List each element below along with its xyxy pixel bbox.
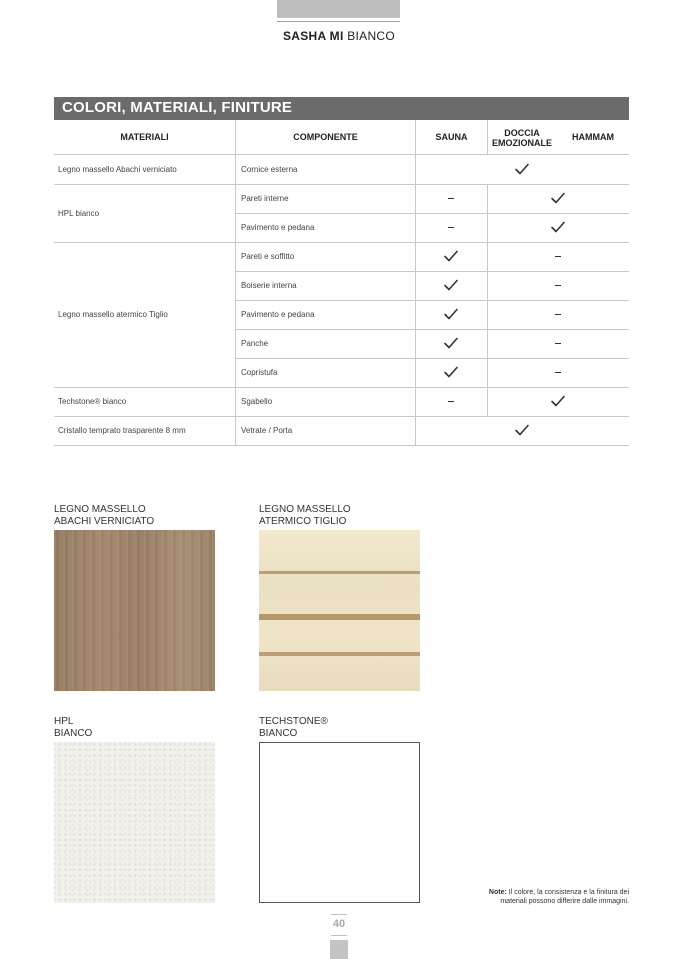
check-icon xyxy=(443,250,459,262)
table-rule xyxy=(235,329,629,330)
page-rule xyxy=(331,914,347,915)
swatch-techstone-image xyxy=(259,742,420,903)
swatch-label-line: LEGNO MASSELLO xyxy=(259,504,351,515)
table-rule xyxy=(487,184,488,416)
check-icon xyxy=(443,366,459,378)
component-label: Boiserie interna xyxy=(241,281,297,290)
swatch-label-abachi xyxy=(54,504,154,528)
check-icon xyxy=(443,308,459,320)
document-title xyxy=(0,29,678,43)
dash-icon xyxy=(448,198,454,199)
page-number: 40 xyxy=(332,918,346,930)
dash-icon xyxy=(555,372,561,373)
dash-icon xyxy=(448,401,454,402)
swatch-tiglio-image xyxy=(259,530,420,691)
page-rule xyxy=(331,935,347,936)
check-icon xyxy=(514,424,530,436)
swatch-label-hpl xyxy=(54,716,92,740)
top-rule xyxy=(277,21,400,22)
component-label: Sgabello xyxy=(241,397,273,406)
section-title: COLORI, MATERIALI, FINITURE xyxy=(62,99,293,116)
swatch-label-line: LEGNO MASSELLO xyxy=(54,504,146,515)
header-sauna: SAUNA xyxy=(435,132,468,142)
note-label: Note: xyxy=(488,889,507,896)
table-rule xyxy=(54,387,629,388)
check-icon xyxy=(514,163,530,175)
check-icon xyxy=(550,221,566,233)
swatch-label-line: ABACHI VERNICIATO xyxy=(54,516,155,527)
component-label: Pavimento e pedana xyxy=(241,310,315,319)
title-bold: SASHA MI xyxy=(282,29,344,43)
table-rule xyxy=(235,120,236,445)
swatch-label-techstone xyxy=(259,716,328,740)
material-label: Legno massello Abachi verniciato xyxy=(58,165,177,174)
header-materiali: MATERIALI xyxy=(120,132,169,142)
swatch-label-tiglio xyxy=(259,504,351,528)
swatch-label-line: TECHSTONE® xyxy=(259,716,328,727)
note xyxy=(470,888,629,906)
material-label: HPL bianco xyxy=(58,209,100,218)
component-label: Panche xyxy=(241,339,269,348)
section-header xyxy=(54,97,629,120)
table-rule xyxy=(415,120,416,445)
swatch-abachi-image xyxy=(54,530,215,691)
header-doccia: DOCCIA EMOZIONALE xyxy=(492,128,552,148)
component-label: Cornice esterna xyxy=(241,165,298,174)
header-hammam: HAMMAM xyxy=(572,132,614,142)
component-label: Pavimento e pedana xyxy=(241,223,315,232)
table-rule xyxy=(235,300,629,301)
material-label: Cristallo temprato trasparente 8 mm xyxy=(58,426,186,435)
dash-icon xyxy=(448,227,454,228)
dash-icon xyxy=(555,256,561,257)
check-icon xyxy=(550,192,566,204)
dash-icon xyxy=(555,285,561,286)
material-label: Techstone® bianco xyxy=(58,397,127,406)
check-icon xyxy=(443,337,459,349)
swatch-label-line: BIANCO xyxy=(54,728,93,739)
swatch-hpl-image xyxy=(54,742,215,903)
note-text: Il colore, la consistenza e la finitura dei materiali possono differire dalle immagini. xyxy=(500,889,629,905)
title-regular: BIANCO xyxy=(347,29,396,43)
component-label: Vetrate / Porta xyxy=(241,426,293,435)
table-rule xyxy=(235,358,629,359)
check-icon xyxy=(550,395,566,407)
material-label: Legno massello atermico Tiglio xyxy=(58,310,168,319)
component-label: Pareti interne xyxy=(241,194,289,203)
component-label: Pareti e soffitto xyxy=(241,252,295,261)
table-rule xyxy=(54,154,629,155)
dash-icon xyxy=(555,314,561,315)
bottom-tab-decoration xyxy=(330,940,348,959)
check-icon xyxy=(443,279,459,291)
dash-icon xyxy=(555,343,561,344)
table-rule xyxy=(54,184,629,185)
table-rule xyxy=(235,271,629,272)
swatch-label-line: HPL xyxy=(54,716,74,727)
swatch-label-line: BIANCO xyxy=(259,728,298,739)
table-rule xyxy=(235,213,629,214)
materials-table xyxy=(54,120,629,445)
component-label: Copristufa xyxy=(241,368,278,377)
table-rule xyxy=(54,445,629,446)
table-rule xyxy=(54,416,629,417)
top-tab-decoration xyxy=(277,0,400,18)
header-componente: COMPONENTE xyxy=(293,132,358,142)
swatch-label-line: ATERMICO TIGLIO xyxy=(259,516,347,527)
table-rule xyxy=(54,242,629,243)
